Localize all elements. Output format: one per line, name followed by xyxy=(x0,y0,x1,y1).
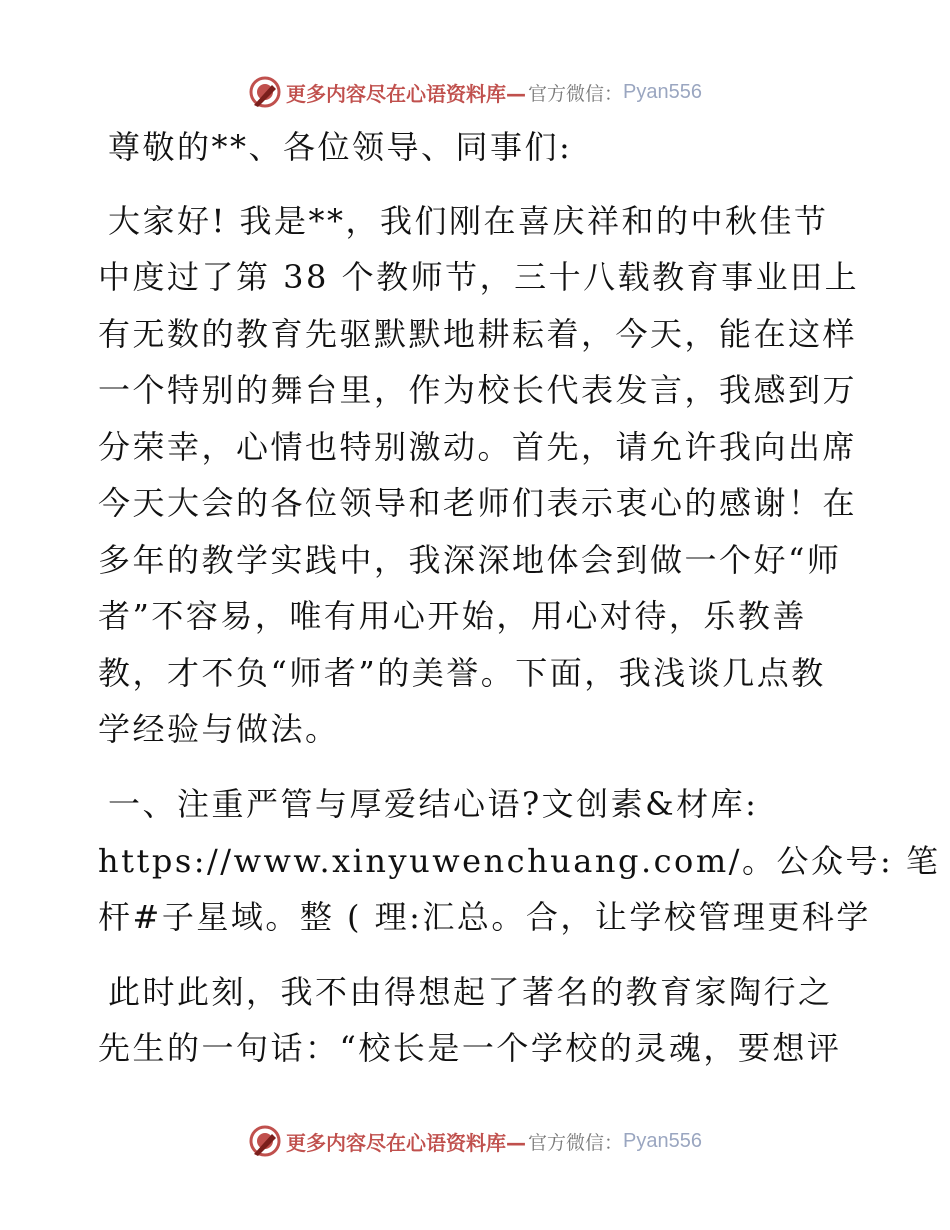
footer-banner xyxy=(0,1121,950,1161)
text-line: 教，才不负“师者”的美誉。下面，我浅谈几点教 xyxy=(98,654,826,692)
text-line: 此时此刻，我不由得想起了著名的教育家陶行之 xyxy=(108,973,833,1011)
wechat-id: Pyan556 xyxy=(623,80,702,103)
text-line: 学经验与做法。 xyxy=(98,710,340,748)
text-line: 今天大会的各位领导和老师们表示衷心的感谢！在 xyxy=(98,484,858,522)
wechat-id: Pyan556 xyxy=(623,1129,702,1152)
wechat-label: 官方微信： xyxy=(528,82,624,105)
text-line: https://www.xinyuwenchuang.com/。公众号: 笔 xyxy=(98,842,941,880)
section-heading: 一、注重严管与厚爱结心语?文创素&材库: xyxy=(108,785,759,823)
text-line: 中度过了第 38 个教师节，三十八载教育事业田上 xyxy=(98,258,860,296)
site-name: 更多内容尽在心语资料库— xyxy=(286,1130,526,1155)
wechat-label: 官方微信： xyxy=(528,1131,624,1154)
text-line: 大家好! 我是**，我们刚在喜庆祥和的中秋佳节 xyxy=(108,202,829,240)
text-line: 有无数的教育先驱默默地耕耘着，今天，能在这样 xyxy=(98,315,858,353)
text-line: 杆#子星域。整 ( 理:汇总。合，让学校管理更科学 xyxy=(98,898,871,936)
text-line: 多年的教学实践中，我深深地体会到做一个好“师 xyxy=(98,541,842,579)
text-line: 分荣幸，心情也特别激动。首先，请允许我向出席 xyxy=(98,428,858,466)
site-name: 更多内容尽在心语资料库— xyxy=(286,81,526,106)
text-line: 者”不容易，唯有用心开始，用心对待，乐教善 xyxy=(98,597,807,635)
salutation-line: 尊敬的**、各位领导、同事们: xyxy=(108,128,573,166)
pen-logo-icon xyxy=(248,1124,282,1158)
text-line: 一个特别的舞台里，作为校长代表发言，我感到万 xyxy=(98,371,858,409)
text-line: 先生的一句话：“校长是一个学校的灵魂，要想评 xyxy=(98,1029,842,1067)
pen-logo-icon xyxy=(248,75,282,109)
header-banner xyxy=(0,72,950,112)
